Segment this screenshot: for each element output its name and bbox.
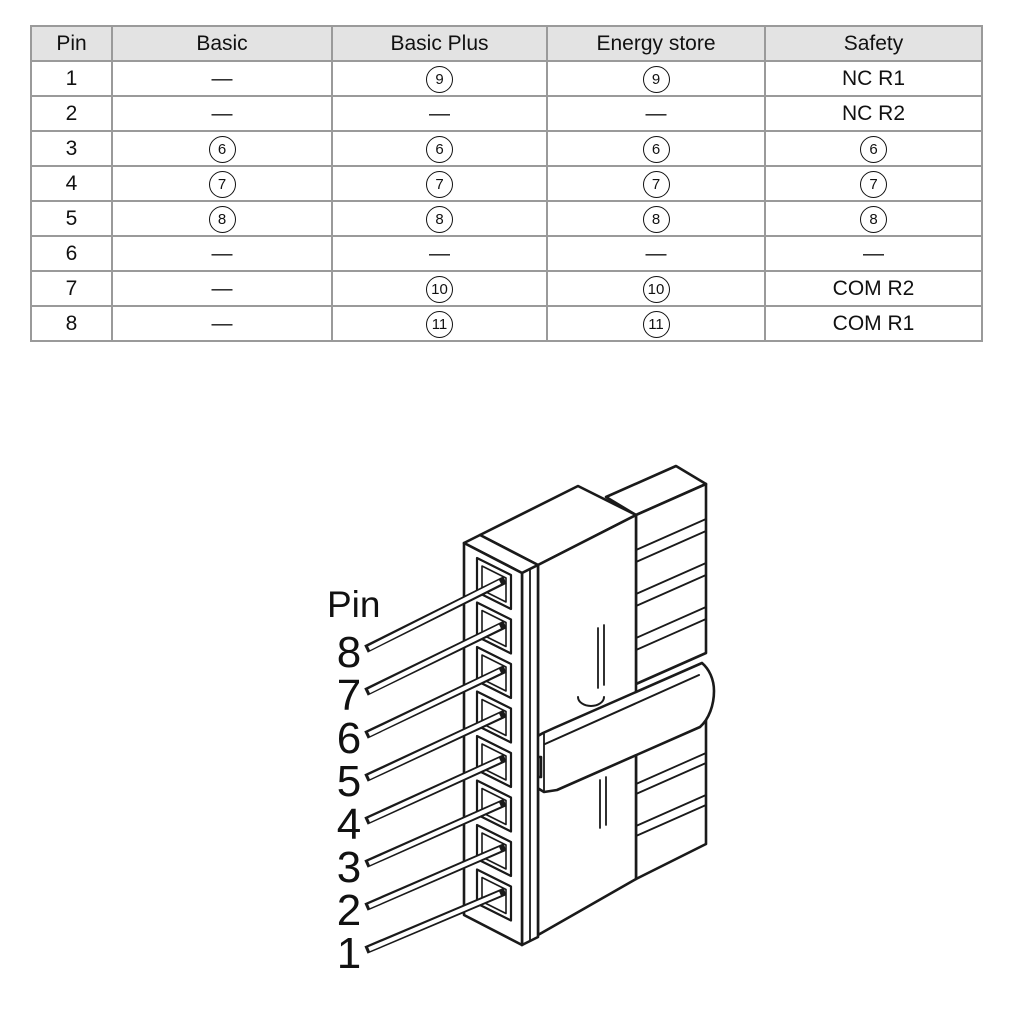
circled-number: 10 xyxy=(426,276,453,303)
column-header: Safety xyxy=(765,26,982,61)
column-header: Pin xyxy=(31,26,112,61)
column-header: Basic xyxy=(112,26,332,61)
table-cell: COM R2 xyxy=(765,271,982,306)
circled-number: 11 xyxy=(643,311,670,338)
pin-number-label: 6 xyxy=(336,714,362,763)
pin-cell: 2 xyxy=(31,96,112,131)
circled-number: 7 xyxy=(209,171,236,198)
circled-number: 9 xyxy=(643,66,670,93)
circled-number: 8 xyxy=(643,206,670,233)
pin-number-label: 5 xyxy=(336,757,362,806)
table-cell: NC R2 xyxy=(765,96,982,131)
pin-number-label: 8 xyxy=(336,628,362,677)
circled-number: 8 xyxy=(860,206,887,233)
table-cell: NC R1 xyxy=(765,61,982,96)
circled-number: 6 xyxy=(643,136,670,163)
circled-number: 11 xyxy=(426,311,453,338)
table-cell: — xyxy=(112,306,332,341)
table-cell: — xyxy=(765,236,982,271)
circled-number: 10 xyxy=(643,276,670,303)
circled-number: 7 xyxy=(426,171,453,198)
circled-number: 7 xyxy=(643,171,670,198)
table-cell: — xyxy=(332,236,547,271)
column-header: Basic Plus xyxy=(332,26,547,61)
table-cell: — xyxy=(112,61,332,96)
pin-number-label: 2 xyxy=(336,886,362,935)
pin-cell: 1 xyxy=(31,61,112,96)
table-cell: — xyxy=(547,96,765,131)
circled-number: 6 xyxy=(209,136,236,163)
pin-cell: 4 xyxy=(31,166,112,201)
column-header: Energy store xyxy=(547,26,765,61)
pin-number-label: 4 xyxy=(336,800,362,849)
circled-number: 8 xyxy=(426,206,453,233)
table-cell: — xyxy=(112,236,332,271)
circled-number: 6 xyxy=(426,136,453,163)
pin-cell: 3 xyxy=(31,131,112,166)
pin-cell: 7 xyxy=(31,271,112,306)
pin-number-label: 3 xyxy=(336,843,362,892)
pin-cell: 5 xyxy=(31,201,112,236)
table-cell: COM R1 xyxy=(765,306,982,341)
table-cell: — xyxy=(547,236,765,271)
pin-column-label: Pin xyxy=(327,584,381,625)
circled-number: 6 xyxy=(860,136,887,163)
table-cell: — xyxy=(112,271,332,306)
circled-number: 8 xyxy=(209,206,236,233)
circled-number: 9 xyxy=(426,66,453,93)
pin-cell: 6 xyxy=(31,236,112,271)
table-cell: — xyxy=(332,96,547,131)
pin-number-label: 1 xyxy=(336,929,362,978)
pin-number-label: 7 xyxy=(336,671,362,720)
circled-number: 7 xyxy=(860,171,887,198)
pin-cell: 8 xyxy=(31,306,112,341)
table-cell: — xyxy=(112,96,332,131)
